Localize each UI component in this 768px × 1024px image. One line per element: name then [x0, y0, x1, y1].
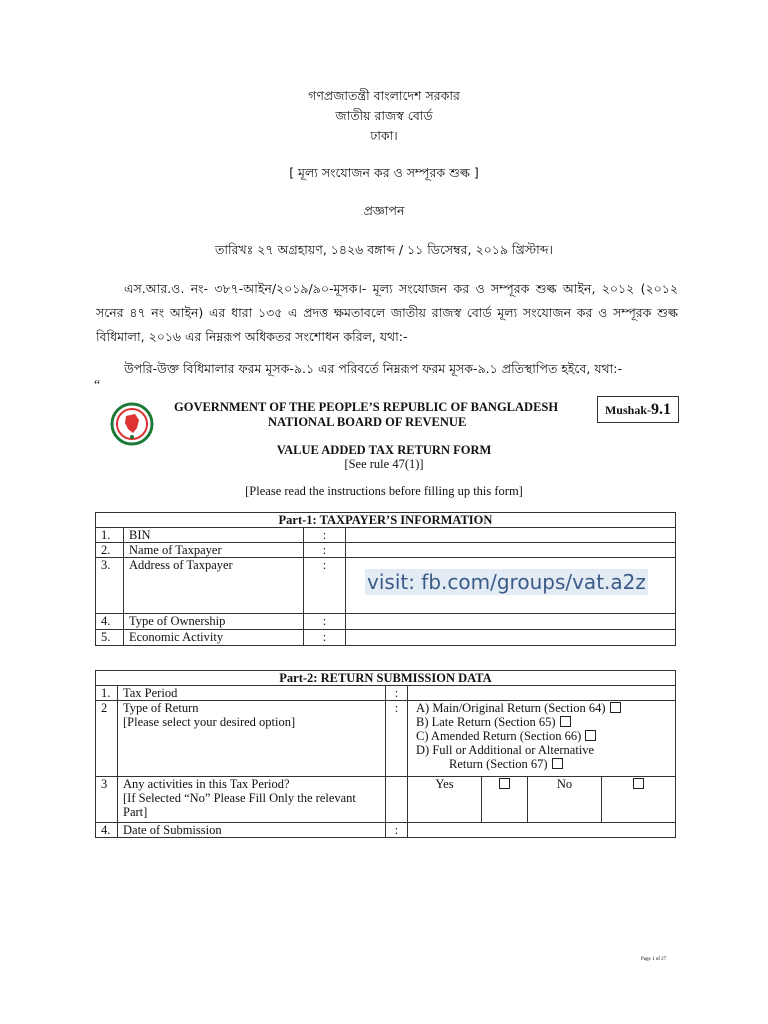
checkbox-icon[interactable]	[633, 778, 644, 789]
row-number: 3.	[96, 558, 124, 614]
option-late-return[interactable]	[416, 715, 670, 729]
form-instruction: [Please read the instructions before filling up this form]	[245, 484, 523, 498]
row-number: 4.	[96, 614, 124, 630]
tax-period-label: Tax Period	[118, 686, 386, 701]
table-row	[96, 528, 676, 543]
bin-label: BIN	[124, 528, 304, 543]
mushak-label: Mushak-	[604, 403, 651, 417]
header-board: জাতীয় রাজস্ব বোর্ড	[335, 108, 433, 123]
government-title: GOVERNMENT OF THE PEOPLE’S REPUBLIC OF BANGLADESH	[174, 400, 559, 414]
colon	[386, 777, 408, 823]
colon: :	[386, 701, 408, 777]
header-subject: [ মূল্য সংযোজন কর ও সম্পূরক শুল্ক ]	[289, 165, 479, 180]
option-label: B) Late Return (Section 65)	[416, 715, 556, 729]
submission-date-field[interactable]	[408, 823, 676, 838]
form-title: VALUE ADDED TAX RETURN FORM	[276, 443, 492, 457]
ownership-type-label: Type of Ownership	[124, 614, 304, 630]
table-row	[96, 823, 676, 838]
checkbox-icon[interactable]	[499, 778, 510, 789]
row-number: 2	[96, 701, 118, 777]
mushak-form-badge	[597, 396, 679, 423]
colon: :	[304, 543, 346, 558]
activities-question: Any activities in this Tax Period?	[123, 777, 290, 791]
taxpayer-address-label: Address of Taxpayer	[124, 558, 304, 614]
header-government: গণপ্রজাতন্ত্রী বাংলাদেশ সরকার	[308, 88, 460, 103]
economic-activity-field[interactable]	[346, 630, 676, 646]
page-number: Page 1 of 27	[641, 957, 667, 962]
row-number: 2.	[96, 543, 124, 558]
activities-label	[118, 777, 386, 823]
row-number: 1.	[96, 686, 118, 701]
option-label: A) Main/Original Return (Section 64)	[416, 701, 606, 715]
return-type-hint: [Please select your desired option]	[123, 715, 296, 729]
yes-checkbox[interactable]	[482, 777, 528, 823]
checkbox-icon[interactable]	[552, 758, 563, 769]
option-label: D) Full or Additional or Alternative	[416, 743, 595, 757]
header-date: তারিখঃ ২৭ অগ্রহায়ণ, ১৪২৬ বঙ্গাব্দ / ১১ ডিসেম্বর, ২০১৯ খ্রিস্টাব্দ।	[214, 242, 554, 257]
bin-field[interactable]	[346, 528, 676, 543]
row-number: 3	[96, 777, 118, 823]
taxpayer-name-label: Name of Taxpayer	[124, 543, 304, 558]
return-type-title: Type of Return	[123, 701, 199, 715]
part2-table	[95, 670, 676, 838]
yes-label: Yes	[408, 777, 482, 823]
table-row	[96, 630, 676, 646]
option-full-return-cont[interactable]	[416, 757, 670, 771]
colon: :	[304, 630, 346, 646]
option-label: Return (Section 67)	[449, 757, 548, 771]
colon: :	[304, 614, 346, 630]
no-checkbox[interactable]	[602, 777, 676, 823]
table-row	[96, 543, 676, 558]
option-label: C) Amended Return (Section 66)	[416, 729, 582, 743]
substitution-paragraph: উপরি-উক্ত বিধিমালার ফরম মূসক-৯.১ এর পরিবর্তে নিম্নরূপ ফরম মূসক-৯.১ প্রতিস্থাপিত হইবে, যথা:-	[124, 361, 622, 376]
table-row	[96, 614, 676, 630]
submission-date-label: Date of Submission	[118, 823, 386, 838]
economic-activity-label: Economic Activity	[124, 630, 304, 646]
colon: :	[386, 823, 408, 838]
nbr-title: NATIONAL BOARD OF REVENUE	[268, 415, 467, 429]
colon: :	[304, 528, 346, 543]
row-number: 5.	[96, 630, 124, 646]
table-row	[96, 777, 676, 823]
colon: :	[386, 686, 408, 701]
checkbox-icon[interactable]	[560, 716, 571, 727]
return-type-label	[118, 701, 386, 777]
checkbox-icon[interactable]	[585, 730, 596, 741]
part2-title: Part-2: RETURN SUBMISSION DATA	[96, 671, 676, 686]
option-amended-return[interactable]	[416, 729, 670, 743]
header-notice: প্রজ্ঞাপন	[363, 203, 405, 218]
mushak-number: 9.1	[651, 401, 671, 418]
watermark-link[interactable]: visit: fb.com/groups/vat.a2z	[367, 570, 646, 594]
header-city: ঢাকা।	[370, 128, 398, 143]
ownership-type-field[interactable]	[346, 614, 676, 630]
checkbox-icon[interactable]	[610, 702, 621, 713]
taxpayer-name-field[interactable]	[346, 543, 676, 558]
option-full-return[interactable]	[416, 743, 670, 757]
form-rule: [See rule 47(1)]	[344, 457, 424, 471]
no-label: No	[528, 777, 602, 823]
table-row	[96, 686, 676, 701]
row-number: 4.	[96, 823, 118, 838]
activities-hint: [If Selected “No” Please Fill Only the relevant Part]	[123, 791, 356, 819]
return-type-options	[408, 701, 676, 777]
notification-paragraph: এস.আর.ও. নং- ৩৮৭-আইন/২০১৯/৯০-মূসক।- মূল্য সংযোজন কর ও সম্পূরক শুল্ক আইন, ২০১২ (২০১২ সনের ৪৭ নং আইন) এর ধারা ১৩৫ এ প্রদত্ত ক্ষমতাবলে জাতীয় রাজস্ব বোর্ড মূল্য সংযোজন কর ও সম্পূরক শুল্ক বিধিমালা, ২০১৬ এর নিম্নরূপ অধিকতর সংশোধন করিল, যথা:-	[96, 281, 678, 344]
tax-period-field[interactable]	[408, 686, 676, 701]
colon: :	[304, 558, 346, 614]
part1-title: Part-1: TAXPAYER’S INFORMATION	[96, 513, 676, 528]
opening-quote: “	[94, 378, 101, 393]
bangladesh-emblem-icon	[110, 402, 154, 446]
row-number: 1.	[96, 528, 124, 543]
table-row	[96, 701, 676, 777]
option-main-return[interactable]	[416, 701, 670, 715]
